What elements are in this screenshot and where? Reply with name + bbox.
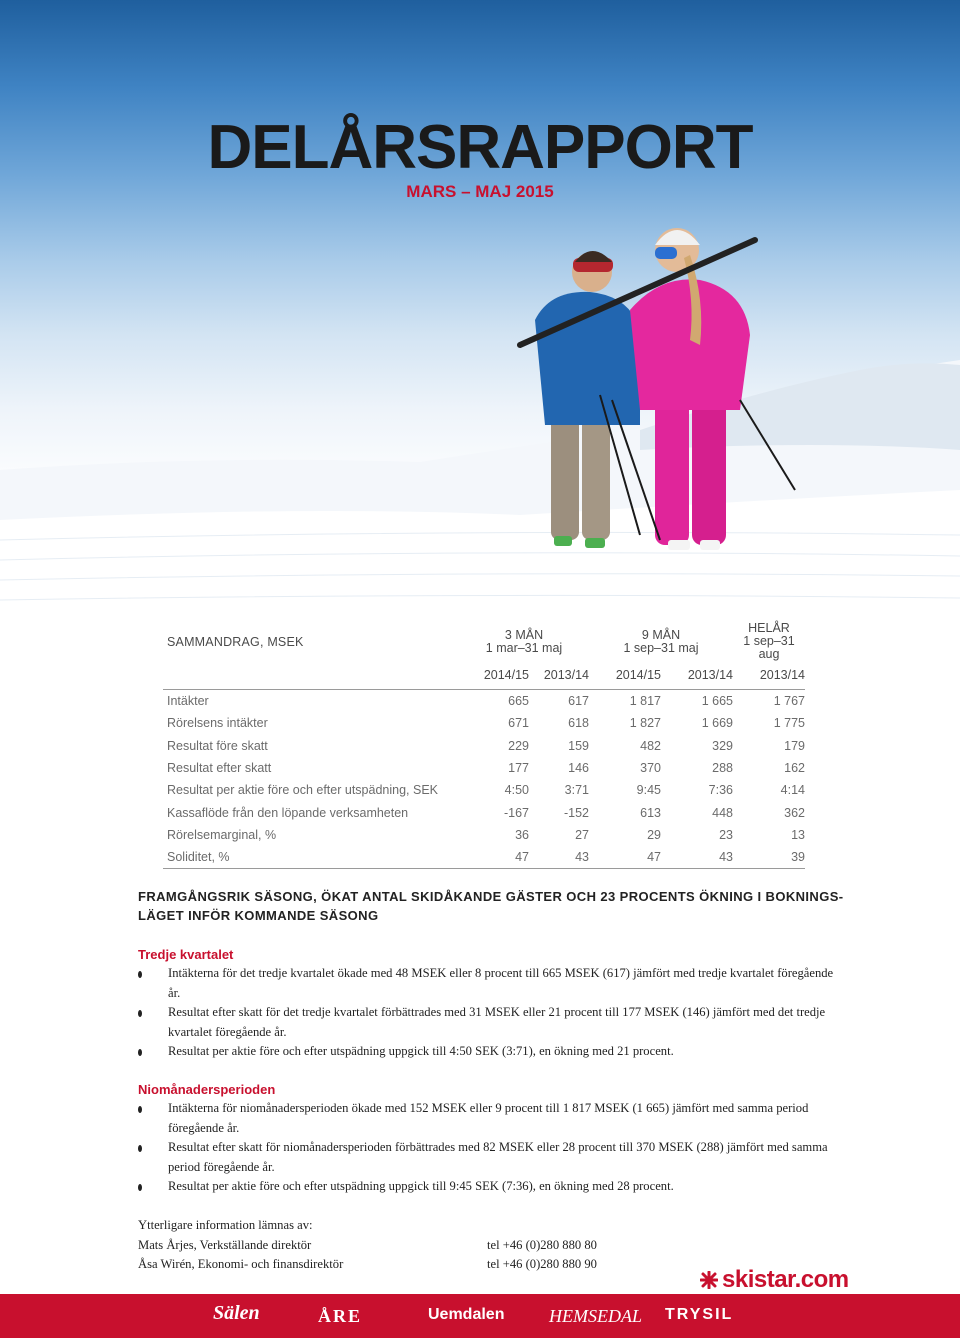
cell: 613 xyxy=(640,805,661,820)
bullet-icon xyxy=(138,1010,142,1017)
table-row xyxy=(163,757,805,779)
cell: 1 669 xyxy=(701,716,733,731)
cell: 671 xyxy=(508,716,529,731)
brand-vemdalen: Uemdalen xyxy=(428,1306,505,1323)
section-title-quarter: Tredje kvartalet xyxy=(138,947,234,962)
row-label: Intäkter xyxy=(167,694,209,709)
row-label: Resultat före skatt xyxy=(167,738,268,753)
row-label: Kassaflöde från den löpande verksamheten xyxy=(167,805,409,820)
cell: 618 xyxy=(568,716,589,731)
brand-are: ÅRE xyxy=(318,1306,363,1326)
cell: 7:36 xyxy=(708,783,733,798)
contact-phone: tel +46 (0)280 880 90 xyxy=(487,1257,597,1271)
cell: 23 xyxy=(719,827,733,842)
cell: 329 xyxy=(712,738,733,753)
list-item: Resultat efter skatt för niomånadersperioden förbättrades med 82 MSEK eller 28 procent till 370 MSEK (288) jämfört med samma period föregående år. xyxy=(138,1138,843,1177)
cell: 370 xyxy=(640,761,661,776)
contact-row xyxy=(138,1255,597,1275)
table-row xyxy=(163,779,805,801)
cell: 229 xyxy=(508,738,529,753)
cell: 47 xyxy=(589,846,661,869)
brand-hemsedal: HEMSEDAL xyxy=(549,1306,642,1326)
column-header: 2014/15 xyxy=(459,661,529,690)
hero-photo xyxy=(0,0,960,620)
row-label: Rörelsemarginal, % xyxy=(167,827,277,842)
cell: 665 xyxy=(508,694,529,709)
column-header: 2013/14 xyxy=(661,661,733,690)
ski-scene-illustration xyxy=(0,0,960,620)
cell: 4:50 xyxy=(504,783,529,798)
list-item: Intäkterna för niomånadersperioden ökade med 152 MSEK eller 9 procent till 1 817 MSEK (1 665) jämfört med samma period föregående år. xyxy=(138,1099,843,1138)
cell: 177 xyxy=(508,761,529,776)
table-header-years xyxy=(163,661,805,690)
cell: 617 xyxy=(568,694,589,709)
column-header: 2013/14 xyxy=(733,661,805,690)
cell: 288 xyxy=(712,761,733,776)
cell: 29 xyxy=(647,827,661,842)
period-full-year: HELÅR 1 sep–31 aug xyxy=(743,621,795,661)
bullet-icon xyxy=(138,1106,142,1113)
contact-row xyxy=(138,1236,597,1256)
row-label: Resultat efter skatt xyxy=(167,761,272,776)
column-header: 2014/15 xyxy=(589,661,661,690)
logo-text: skistar.com xyxy=(722,1266,849,1293)
cell: -167 xyxy=(503,805,529,820)
table-row xyxy=(163,690,805,713)
cell: 4:14 xyxy=(780,783,805,798)
cell: 43 xyxy=(661,846,733,869)
cell: 1 827 xyxy=(629,716,661,731)
contact-name: Mats Årjes, Verkställande direktör xyxy=(138,1237,312,1252)
table-row xyxy=(163,735,805,757)
brand-trysil: TRYSIL xyxy=(665,1306,734,1323)
cell: 162 xyxy=(784,761,805,776)
quarter-bullet-list xyxy=(138,964,843,1062)
cell: -152 xyxy=(563,805,589,820)
cell: 179 xyxy=(784,738,805,753)
contact-info xyxy=(138,1216,597,1275)
cell: 1 767 xyxy=(773,694,805,709)
bullet-icon xyxy=(138,971,142,978)
table-header-periods xyxy=(163,622,805,661)
skistar-logo xyxy=(700,1266,849,1294)
cell: 39 xyxy=(733,846,805,869)
contact-name: Åsa Wirén, Ekonomi- och finansdirektör xyxy=(138,1257,344,1271)
bullet-icon xyxy=(138,1184,142,1191)
cell: 13 xyxy=(791,827,805,842)
table-row xyxy=(163,824,805,846)
brand-salen: Sälen xyxy=(213,1302,260,1324)
cell: 1 665 xyxy=(701,694,733,709)
section-title-nine-months: Niomånadersperioden xyxy=(138,1082,276,1097)
report-period: MARS – MAJ 2015 xyxy=(406,182,554,201)
bullet-icon xyxy=(138,1049,142,1056)
page-title: DELÅRSRAPPORT xyxy=(207,113,753,182)
bullet-icon xyxy=(138,1145,142,1152)
summary-table xyxy=(163,622,805,869)
cell: 3:71 xyxy=(564,783,589,798)
table-row xyxy=(163,712,805,734)
cell: 146 xyxy=(568,761,589,776)
cell: 362 xyxy=(784,805,805,820)
cell: 1 817 xyxy=(629,694,661,709)
cell: 43 xyxy=(529,846,589,869)
cell: 27 xyxy=(575,827,589,842)
cell: 36 xyxy=(515,827,529,842)
contact-intro: Ytterligare information lämnas av: xyxy=(138,1218,313,1232)
table-row xyxy=(163,846,805,869)
list-item: Resultat per aktie före och efter utspädning uppgick till 4:50 SEK (3:71), en ökning med 21 procent. xyxy=(138,1042,843,1062)
period-9-months: 9 MÅN 1 sep–31 maj xyxy=(623,627,699,655)
cell: 1 775 xyxy=(773,716,805,731)
cell: 47 xyxy=(459,846,529,869)
headline: FRAMGÅNGSRIK SÄSONG, ÖKAT ANTAL SKIDÅKANDE GÄSTER OCH 23 PROCENTS ÖKNING I BOKNINGS- LÄGET INFÖR KOMMANDE SÄSONG xyxy=(138,889,844,923)
period-3-months: 3 MÅN 1 mar–31 maj xyxy=(485,627,563,655)
row-label: Rörelsens intäkter xyxy=(167,716,268,731)
cell: 9:45 xyxy=(636,783,661,798)
list-item: Resultat per aktie före och efter utspädning uppgick till 9:45 SEK (7:36), en ökning med 28 procent. xyxy=(138,1177,843,1197)
nine-months-bullet-list xyxy=(138,1099,843,1197)
list-item: Resultat efter skatt för det tredje kvartalet förbättrades med 31 MSEK eller 21 procent till 177 MSEK (146) jämfört med det tredje kvartalet föregående år. xyxy=(138,1003,843,1042)
table-title: SAMMANDRAG, MSEK xyxy=(167,634,304,649)
list-item: Intäkterna för det tredje kvartalet ökade med 48 MSEK eller 8 procent till 665 MSEK (617) jämfört med tredje kvartalet föregående år. xyxy=(138,964,843,1003)
snowflake-icon xyxy=(700,1271,718,1289)
cell: 482 xyxy=(640,738,661,753)
contact-phone: tel +46 (0)280 880 80 xyxy=(487,1237,597,1252)
row-label: Resultat per aktie före och efter utspädning, SEK xyxy=(167,783,438,798)
table-row xyxy=(163,801,805,823)
row-label: Soliditet, % xyxy=(163,846,459,869)
column-header: 2013/14 xyxy=(529,661,589,690)
cell: 448 xyxy=(712,805,733,820)
cell: 159 xyxy=(568,738,589,753)
